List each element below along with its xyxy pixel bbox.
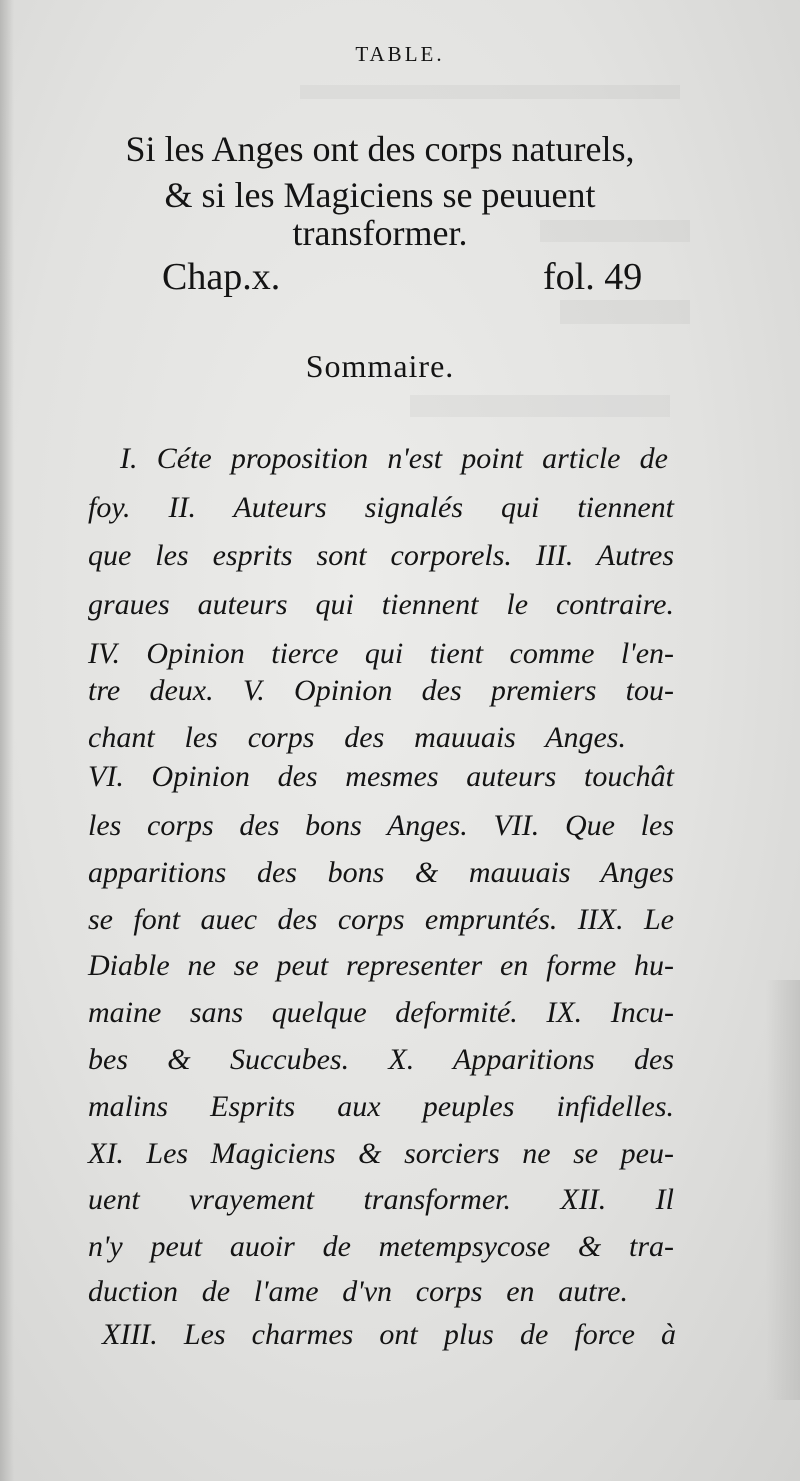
summary-line: se font auec des corps empruntés. IIX. Le [88, 903, 674, 936]
chapter-number: Chap.x. [162, 256, 281, 298]
summary-line: XIII. Les charmes ont plus de force à [102, 1318, 676, 1351]
summary-line: graues auteurs qui tiennent le contraire. [88, 588, 674, 621]
reverse-side-show-through [560, 300, 690, 336]
chapter-title-line: & si les Magiciens se peuuent [164, 175, 596, 215]
summary-line: tre deux. V. Opinion des premiers tou- [88, 674, 674, 707]
summary-line: que les esprits sont corporels. III. Autres [88, 539, 674, 572]
summary-line: uent vrayement transformer. XII. Il [88, 1183, 674, 1216]
summary-line: maine sans quelque deformité. IX. Incu- [88, 996, 674, 1029]
summary-line: VI. Opinion des mesmes auteurs touchât [88, 760, 674, 793]
summary-line: bes & Succubes. X. Apparitions des [88, 1043, 674, 1076]
summary-line: IV. Opinion tierce qui tient comme l'en- [88, 637, 674, 670]
summary-line: I. Céte proposition n'est point article de [120, 442, 668, 475]
summary-line: Diable ne se peut representer en forme hu- [88, 949, 674, 982]
chapter-title-line: Si les Anges ont des corps naturels, [125, 129, 635, 169]
running-head: TABLE. [355, 42, 445, 66]
page-torn-edge [766, 980, 800, 1400]
folio-reference: fol. 49 [543, 256, 643, 298]
summary-line: les corps des bons Anges. VII. Que les [88, 809, 674, 842]
reverse-side-show-through [300, 85, 680, 111]
section-heading: Sommaire. [305, 348, 455, 384]
chapter-title-line: transformer. [292, 213, 468, 253]
summary-line: apparitions des bons & mauuais Anges [88, 856, 674, 889]
summary-line: foy. II. Auteurs signalés qui tiennent [88, 491, 674, 524]
summary-line: duction de l'ame d'vn corps en autre. [88, 1275, 628, 1308]
summary-line: XI. Les Magiciens & sorciers ne se peu- [88, 1137, 674, 1170]
reverse-side-show-through [410, 395, 670, 429]
summary-line: chant les corps des mauuais Anges. [88, 721, 626, 754]
summary-line: malins Esprits aux peuples infidelles. [88, 1090, 674, 1123]
summary-line: n'y peut auoir de metempsycose & tra- [88, 1230, 674, 1263]
